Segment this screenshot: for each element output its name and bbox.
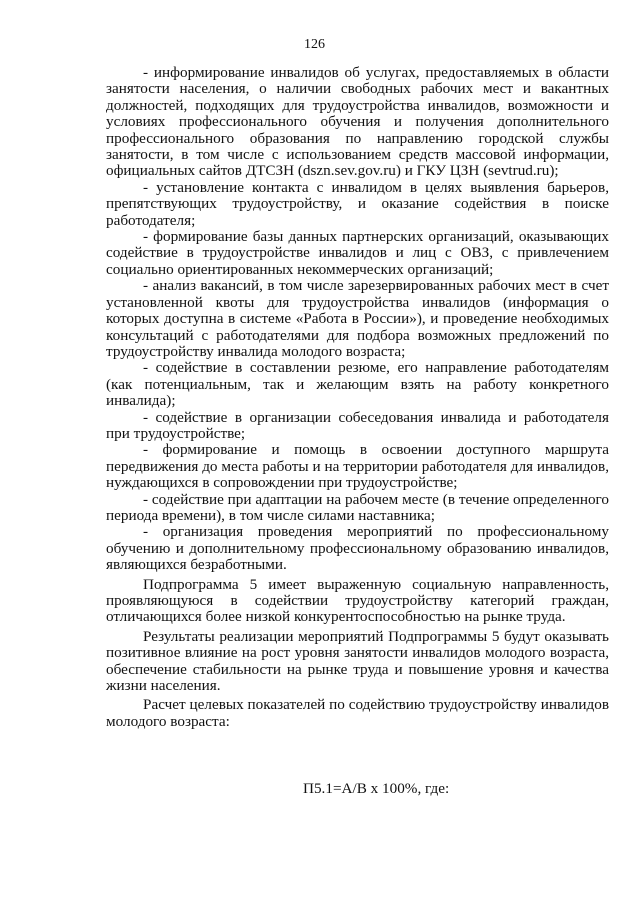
paragraph-results: Результаты реализации мероприятий Подпрограммы 5 будут оказывать позитивное влияние на рост уровня занятости инвалидов молодого возраста, обеспечение стабильности на рынке труда и повышение уровня и качества жизни населения. <box>106 627 609 695</box>
formula: П5.1=А/В х 100%, где: <box>303 780 450 797</box>
paragraph-informing: - информирование инвалидов об услугах, предоставляемых в области занятости населения, о наличии свободных рабочих мест и вакантных должностей, подходящих для трудоустройства инвалидов, возможности и условиях профессионального обучения и получения дополнительного профессионального образования по направлению городской службы занятости, в том числе с использованием средств массовой информации, официальных сайтов ДТСЗН (dszn.sev.gov.ru) и ГКУ ЦЗН (sevtrud.ru); <box>106 64 609 180</box>
paragraph-resume: - содействие в составлении резюме, его направление работодателям (как потенциальным, так и желающим взять на работу конкретного инвалида); <box>106 359 609 410</box>
page-number: 126 <box>304 37 325 52</box>
body-text <box>106 65 609 730</box>
paragraph-route: - формирование и помощь в освоении доступного маршрута передвижения до места работы и на территории работодателя для инвалидов, нуждающихся в сопровождении при трудоустройстве; <box>106 441 609 492</box>
paragraph-partner-database: - формирование базы данных партнерских организаций, оказывающих содействие в трудоустройстве инвалидов и лиц с ОВЗ, с привлечением социально ориентированных некоммерческих организаций; <box>106 228 609 278</box>
paragraph-contact: - установление контакта с инвалидом в целях выявления барьеров, препятствующих трудоустройству, и оказание содействия в поиске работодателя; <box>106 178 609 229</box>
paragraph-adaptation: - содействие при адаптации на рабочем месте (в течение определенного периода времени), в том числе силами наставника; <box>106 490 609 524</box>
paragraph-indicator-calc: Расчет целевых показателей по содействию трудоустройству инвалидов молодого возраста: <box>106 696 609 730</box>
paragraph-interview: - содействие в организации собеседования инвалида и работодателя при трудоустройстве; <box>106 408 609 442</box>
paragraph-subprogram-focus: Подпрограмма 5 имеет выраженную социальную направленность, проявляющуюся в содействии трудоустройству категорий граждан, отличающихся более низкой конкурентоспособностью на рынке труда. <box>106 575 609 626</box>
paragraph-training: - организация проведения мероприятий по профессиональному обучению и дополнительному профессиональному образованию инвалидов, являющихся безработными. <box>106 523 609 574</box>
paragraph-vacancy-analysis: - анализ вакансий, в том числе зарезервированных рабочих мест в счет установленной квоты для трудоустройства инвалидов (информация о которых доступна в системе «Работа в России»), и проведение необходимых консультаций с работодателями для подбора возможных предложений по трудоустройству инвалида молодого возраста; <box>106 277 609 360</box>
